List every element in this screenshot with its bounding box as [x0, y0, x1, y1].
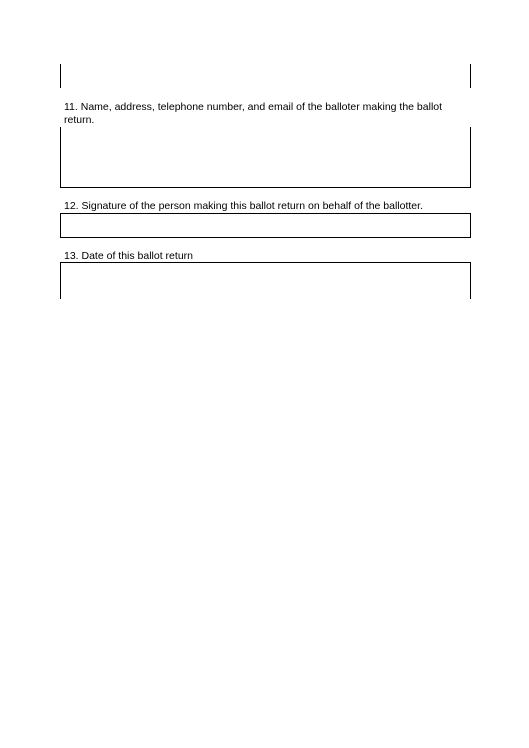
field-12-signature-box[interactable] [60, 213, 471, 238]
field-11-input-box[interactable] [60, 127, 471, 188]
prev-field-right-border [470, 64, 471, 88]
field-11-label-line1: 11. Name, address, telephone number, and email of the balloter making the ballot [64, 101, 443, 113]
field-12-label: 12. Signature of the person making this ballot return on behalf of the ballotter. [64, 200, 423, 212]
field-13-date-box[interactable] [60, 262, 471, 299]
prev-field-left-border [60, 64, 61, 88]
field-13-label: 13. Date of this ballot return [64, 250, 193, 262]
field-11-label-line2: return. [64, 114, 95, 126]
